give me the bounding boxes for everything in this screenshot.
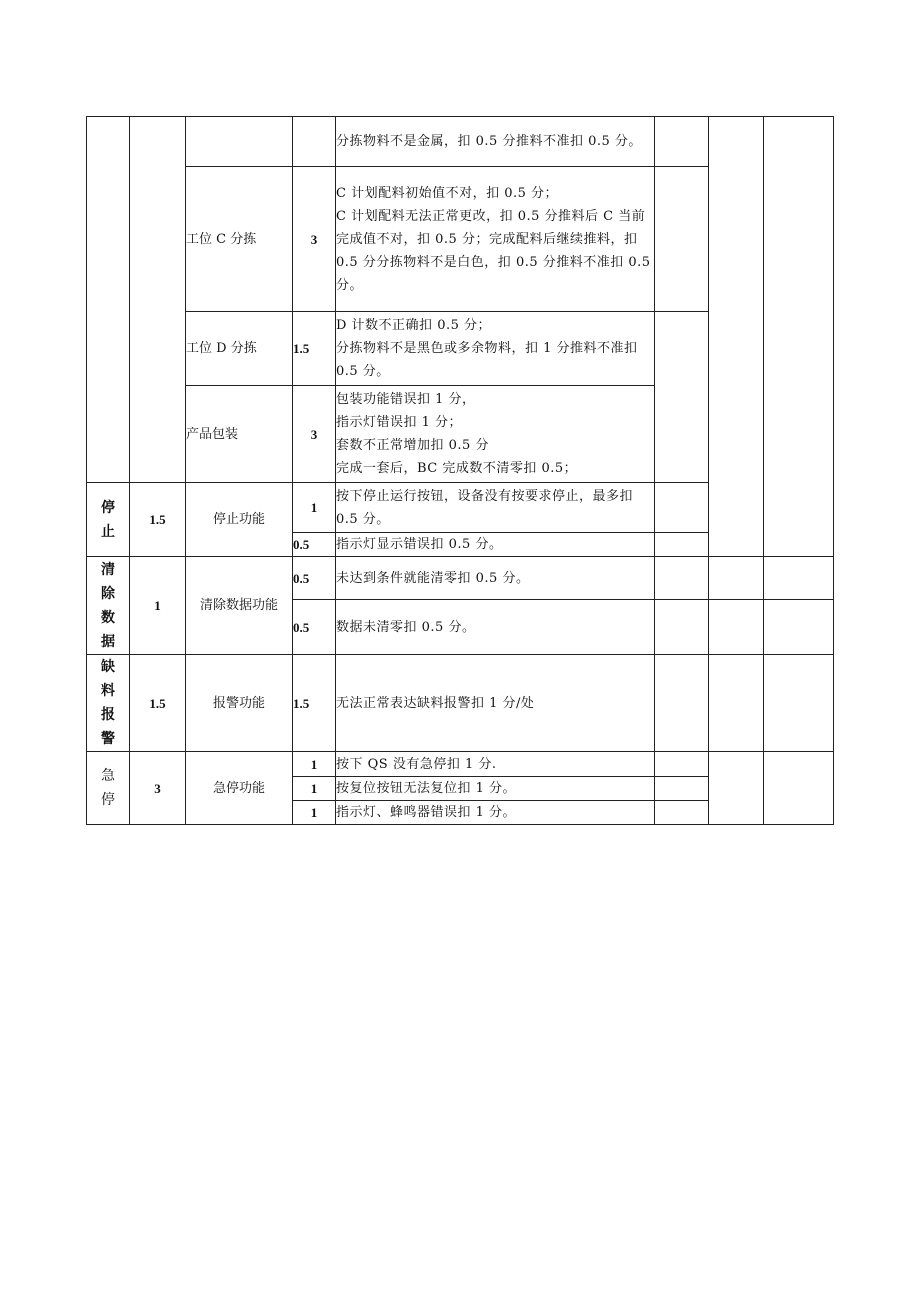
category-text: 缺料报警 <box>100 659 115 747</box>
desc-line: C 计划配料初始值不对，扣 0.5 分； <box>336 185 559 201</box>
remark-cell <box>764 655 834 752</box>
item-label: 产品包装 <box>186 386 293 483</box>
scoring-table <box>86 116 834 825</box>
deduct-cell <box>655 117 709 167</box>
table-row <box>87 117 834 167</box>
points-value: 1 <box>293 801 336 825</box>
item-label: 急停功能 <box>186 752 293 825</box>
points-value: 3 <box>293 386 336 483</box>
result-cell <box>709 655 764 752</box>
deduct-cell <box>655 777 709 801</box>
points-value: 0.5 <box>293 533 336 557</box>
item-label: 报警功能 <box>186 655 293 752</box>
desc-line: 完成一套后，BC 完成数不清零扣 0.5； <box>336 461 578 476</box>
item-label: 清除数据功能 <box>186 557 293 655</box>
remark-cell <box>764 600 834 655</box>
remark-cell <box>764 117 834 557</box>
points-value: 0.5 <box>293 557 336 600</box>
score-value: 1.5 <box>130 483 186 557</box>
deduction-desc: 分拣物料不是金属，扣 0.5 分推料不准扣 0.5 分。 <box>336 117 655 167</box>
deduction-desc <box>336 312 655 386</box>
table-row <box>87 655 834 752</box>
category-label <box>87 752 130 825</box>
deduct-cell <box>655 752 709 777</box>
deduction-desc: 按下停止运行按钮，设备没有按要求停止，最多扣 0.5 分。 <box>336 483 655 533</box>
deduction-desc: 指示灯显示错误扣 0.5 分。 <box>336 533 655 557</box>
points-value: 1 <box>293 777 336 801</box>
item-label: 停止功能 <box>186 483 293 557</box>
result-cell <box>709 752 764 825</box>
points-value: 1 <box>293 752 336 777</box>
category-label <box>87 557 130 655</box>
result-cell <box>709 557 764 600</box>
deduct-cell <box>655 312 709 483</box>
score-value: 3 <box>130 752 186 825</box>
points-value: 1 <box>293 483 336 533</box>
deduct-cell <box>655 533 709 557</box>
remark-cell <box>764 557 834 600</box>
category-label <box>87 655 130 752</box>
points-value: 0.5 <box>293 600 336 655</box>
deduct-cell <box>655 483 709 533</box>
remark-cell <box>764 752 834 825</box>
result-cell <box>709 600 764 655</box>
score-value: 1.5 <box>130 655 186 752</box>
desc-line: C 计划配料无法正常更改，扣 0.5 分推料后 C 当前完成值不对，扣 0.5 分；完成配料后继续推料，扣 0.5 分分拣物料不是白色，扣 0.5 分推料不准扣 0.5 分。 <box>336 208 651 293</box>
deduct-cell <box>655 167 709 312</box>
table-row <box>87 557 834 600</box>
category-text: 清除数据 <box>100 561 115 650</box>
category-text: 停止 <box>100 499 115 540</box>
desc-line: D 计数不正确扣 0.5 分； <box>336 318 491 333</box>
score-cell <box>130 117 186 483</box>
points-value: 1.5 <box>293 312 336 386</box>
table-row <box>87 752 834 777</box>
category-cell <box>87 117 130 483</box>
deduction-desc: 无法正常表达缺料报警扣 1 分/处 <box>336 655 655 752</box>
deduct-cell <box>655 600 709 655</box>
category-text: 急停 <box>100 768 115 808</box>
score-value: 1 <box>130 557 186 655</box>
points-cell <box>293 117 336 167</box>
points-value: 3 <box>293 167 336 312</box>
desc-line: 指示灯错误扣 1 分； <box>336 415 463 430</box>
desc-line: 包装功能错误扣 1 分， <box>336 392 476 407</box>
item-cell <box>186 117 293 167</box>
desc-line: 分拣物料不是黑色或多余物料，扣 1 分推料不准扣 0.5 分。 <box>336 341 638 379</box>
result-cell <box>709 117 764 557</box>
deduct-cell <box>655 655 709 752</box>
item-label: 工位 D 分拣 <box>186 312 293 386</box>
deduct-cell <box>655 801 709 825</box>
deduction-desc: 指示灯、蜂鸣器错误扣 1 分。 <box>336 801 655 825</box>
points-value: 1.5 <box>293 655 336 752</box>
desc-line: 套数不正常增加扣 0.5 分 <box>336 438 489 453</box>
deduction-desc <box>336 386 655 483</box>
deduction-desc: 未达到条件就能清零扣 0.5 分。 <box>336 557 655 600</box>
category-label <box>87 483 130 557</box>
item-label: 工位 C 分拣 <box>186 167 293 312</box>
deduction-desc <box>336 167 655 312</box>
deduction-desc: 数据未清零扣 0.5 分。 <box>336 600 655 655</box>
deduction-desc: 按下 QS 没有急停扣 1 分. <box>336 752 655 777</box>
deduct-cell <box>655 557 709 600</box>
deduction-desc: 按复位按钮无法复位扣 1 分。 <box>336 777 655 801</box>
